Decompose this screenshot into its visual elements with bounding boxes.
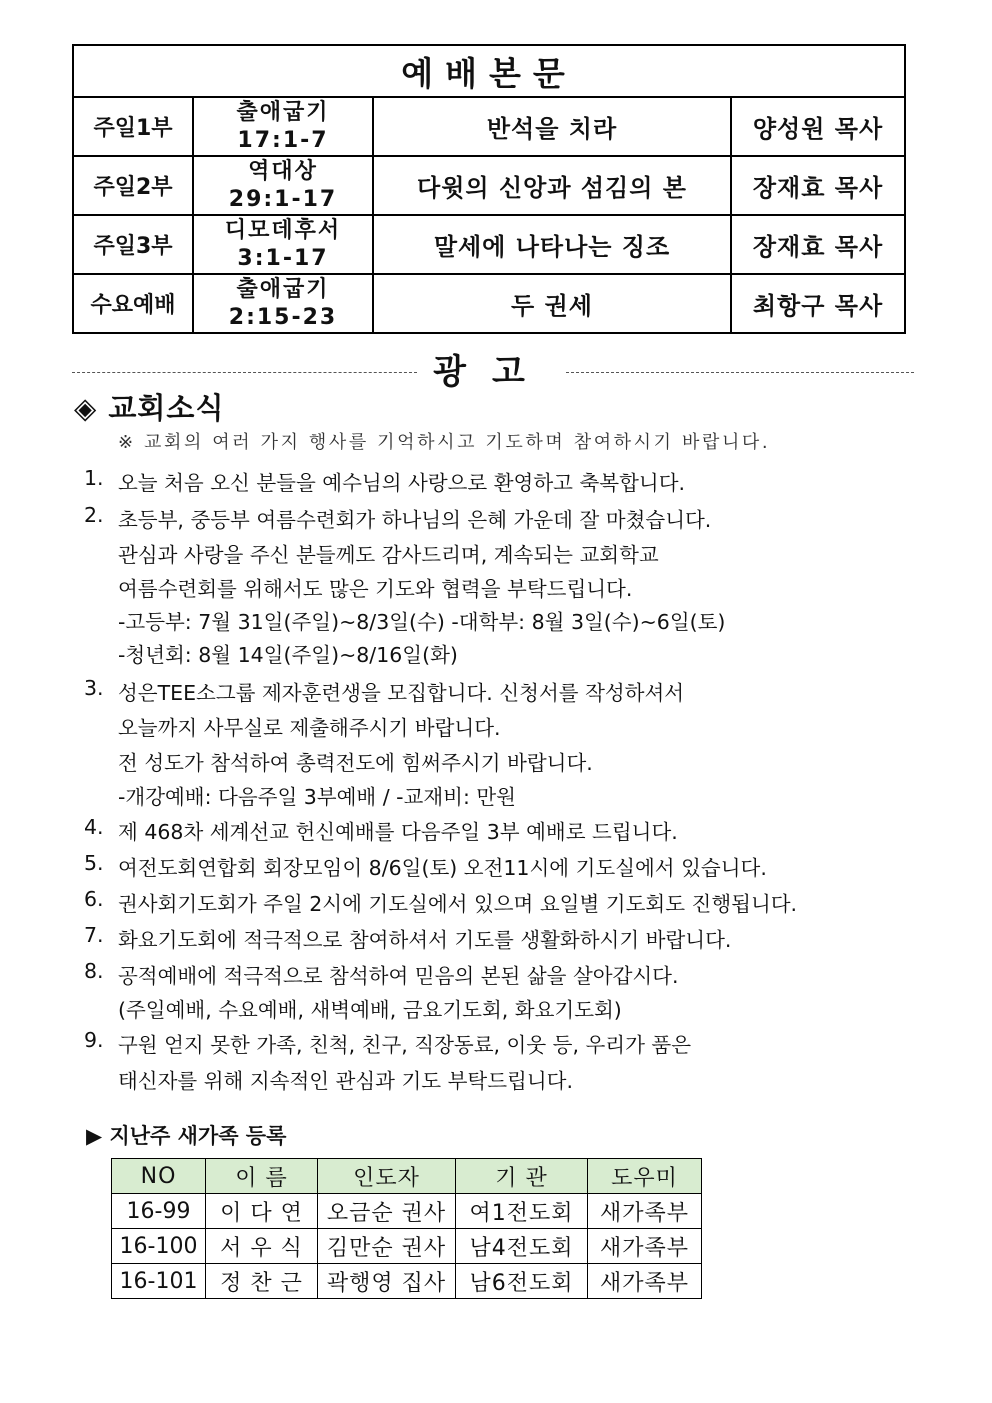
- table-cell: 곽행영 집사: [318, 1264, 456, 1299]
- item-line: -개강예배: 다음주일 3부예배 / -교재비: 만원: [118, 785, 516, 809]
- preacher: 장재효 목사: [731, 156, 905, 215]
- scripture-ref: 29:1-17: [228, 186, 338, 212]
- column-header: NO: [112, 1159, 206, 1194]
- table-cell: 서 우 식: [206, 1229, 318, 1264]
- item-number: 4.: [84, 815, 104, 839]
- scripture-book: 디모데후서: [224, 217, 342, 243]
- item-line: (주일예배, 수요예배, 새벽예배, 금요기도회, 화요기도회): [118, 998, 622, 1022]
- service-name: 주일1부: [73, 97, 193, 156]
- column-header: 이 름: [206, 1159, 318, 1194]
- item-number: 9.: [84, 1028, 104, 1052]
- item-line: 여름수련회를 위해서도 많은 기도와 협력을 부탁드립니다.: [118, 577, 633, 601]
- item-number: 6.: [84, 887, 104, 911]
- item-line: 제 468차 세계선교 헌신예배를 다음주일 3부 예배로 드립니다.: [118, 820, 678, 844]
- preacher: 최항구 목사: [731, 274, 905, 333]
- item-line: 구원 얻지 못한 가족, 친척, 친구, 직장동료, 이웃 등, 우리가 품은: [118, 1033, 692, 1057]
- item-line: 초등부, 중등부 여름수련회가 하나님의 은혜 가운데 잘 마쳤습니다.: [118, 508, 712, 532]
- table-header-row: [112, 1159, 702, 1194]
- column-header: 인도자: [318, 1159, 456, 1194]
- preacher: 양성원 목사: [731, 97, 905, 156]
- sermon-table: [72, 44, 906, 334]
- item-line: -청년회: 8월 14일(주일)~8/16일(화): [118, 643, 458, 667]
- sermon-row: [73, 97, 905, 156]
- item-number: 5.: [84, 851, 104, 875]
- item-line: -고등부: 7월 31일(주일)~8/3일(수) -대학부: 8월 3일(수)~6일(토): [118, 610, 726, 634]
- item-line: 성은TEE소그룹 제자훈련생을 모집합니다. 신청서를 작성하셔서: [118, 681, 685, 705]
- service-name: 주일3부: [73, 215, 193, 274]
- table-cell: 남6전도회: [456, 1264, 588, 1299]
- table-cell: 16-99: [112, 1194, 206, 1229]
- table-cell: 새가족부: [588, 1229, 702, 1264]
- table-row: [112, 1229, 702, 1264]
- table-cell: 남4전도회: [456, 1229, 588, 1264]
- table-cell: 여1전도회: [456, 1194, 588, 1229]
- scripture-book: 역대상: [248, 158, 318, 184]
- item-line: 전 성도가 참석하여 총력전도에 힘써주시기 바랍니다.: [118, 751, 593, 775]
- scripture-ref: 17:1-7: [237, 127, 329, 153]
- section-title-church-news: ◈ 교회소식: [74, 391, 225, 425]
- sermon-title: 다윗의 신앙과 섬김의 본: [373, 156, 731, 215]
- dashed-divider: [566, 372, 914, 373]
- new-family-label: ▶ 지난주 새가족 등록: [86, 1124, 287, 1148]
- table-cell: 새가족부: [588, 1194, 702, 1229]
- column-header: 기 관: [456, 1159, 588, 1194]
- item-line: 화요기도회에 적극적으로 참여하셔서 기도를 생활화하시기 바랍니다.: [118, 928, 732, 952]
- item-line: 권사회기도회가 주일 2시에 기도실에서 있으며 요일별 기도회도 진행됩니다.: [118, 892, 798, 916]
- sermon-row: [73, 215, 905, 274]
- item-line: 공적예배에 적극적으로 참석하여 믿음의 본된 삶을 살아갑시다.: [118, 964, 679, 988]
- sermon-table-title: 예배본문: [73, 45, 905, 97]
- table-row: [112, 1194, 702, 1229]
- new-family-table: [111, 1158, 702, 1299]
- item-number: 3.: [84, 676, 104, 700]
- table-cell: 새가족부: [588, 1264, 702, 1299]
- item-number: 8.: [84, 959, 104, 983]
- item-line: 여전도회연합회 회장모임이 8/6일(토) 오전11시에 기도실에서 있습니다.: [118, 856, 767, 880]
- table-cell: 오금순 권사: [318, 1194, 456, 1229]
- scripture: [193, 97, 373, 156]
- table-row: [112, 1264, 702, 1299]
- scripture-ref: 3:1-17: [237, 245, 329, 271]
- item-line: 오늘까지 사무실로 제출해주시기 바랍니다.: [118, 716, 501, 740]
- sermon-row: [73, 156, 905, 215]
- announcement-title: 광고: [433, 352, 551, 392]
- item-line: 태신자를 위해 지속적인 관심과 기도 부탁드립니다.: [118, 1069, 573, 1093]
- scripture-ref: 2:15-23: [228, 304, 338, 330]
- service-name: 주일2부: [73, 156, 193, 215]
- item-line: 오늘 처음 오신 분들을 예수님의 사랑으로 환영하고 축복합니다.: [118, 471, 686, 495]
- section-note: ※ 교회의 여러 가지 행사를 기억하시고 기도하며 참여하시기 바랍니다.: [118, 432, 771, 453]
- scripture-book: 출애굽기: [236, 99, 330, 125]
- table-cell: 정 찬 근: [206, 1264, 318, 1299]
- table-cell: 16-101: [112, 1264, 206, 1299]
- service-name: 수요예배: [73, 274, 193, 333]
- table-cell: 이 다 연: [206, 1194, 318, 1229]
- scripture: [193, 215, 373, 274]
- scripture-book: 출애굽기: [236, 276, 330, 302]
- item-number: 2.: [84, 503, 104, 527]
- table-cell: 16-100: [112, 1229, 206, 1264]
- table-cell: 김만순 권사: [318, 1229, 456, 1264]
- sermon-title: 말세에 나타나는 징조: [373, 215, 731, 274]
- scripture: [193, 274, 373, 333]
- dashed-divider: [72, 372, 417, 373]
- item-number: 1.: [84, 466, 104, 490]
- item-line: 관심과 사랑을 주신 분들께도 감사드리며, 계속되는 교회학교: [118, 543, 659, 567]
- sermon-title: 두 권세: [373, 274, 731, 333]
- announcement-header: [72, 344, 914, 392]
- scripture: [193, 156, 373, 215]
- item-number: 7.: [84, 923, 104, 947]
- preacher: 장재효 목사: [731, 215, 905, 274]
- sermon-title: 반석을 치라: [373, 97, 731, 156]
- sermon-row: [73, 274, 905, 333]
- column-header: 도우미: [588, 1159, 702, 1194]
